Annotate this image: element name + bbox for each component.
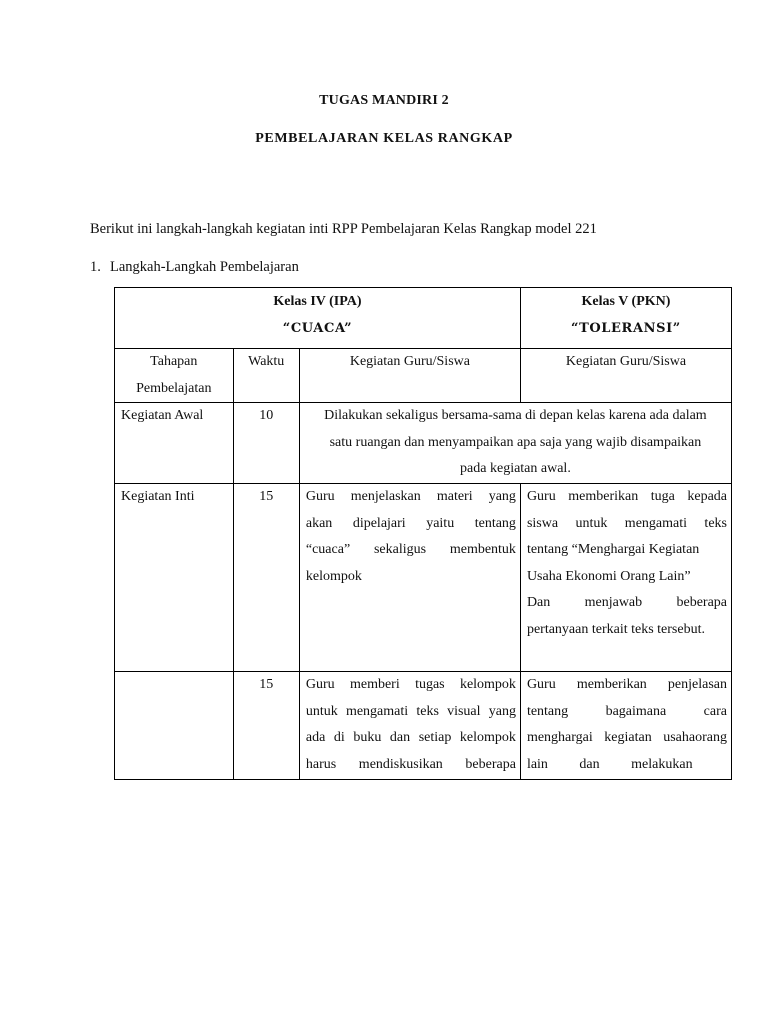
- row-activity-b: [520, 672, 731, 780]
- text-line: harus mendiskusikan beberapa: [305, 756, 516, 772]
- text-line: menghargai kegiatan usahaorang: [526, 730, 727, 745]
- table-class-header-row: [115, 288, 732, 349]
- section-title: Langkah-Langkah Pembelajaran: [110, 259, 299, 275]
- column-header-kegiatan-b: Kegiatan Guru/Siswa: [520, 349, 731, 403]
- text-line: kelompok: [305, 568, 362, 584]
- row-activity-a: [299, 672, 520, 780]
- row-activity-a: [299, 484, 520, 672]
- column-header-waktu: Waktu: [233, 349, 299, 403]
- text-line: pada kegiatan awal.: [460, 461, 571, 476]
- class-b-header: [520, 288, 731, 349]
- table-column-header-row: [115, 349, 732, 403]
- text-line: tentang “Menghargai Kegiatan: [526, 542, 700, 557]
- class-a-header: [115, 288, 521, 349]
- page-title: TUGAS MANDIRI 2: [319, 93, 449, 108]
- text-line: satu ruangan dan menyampaikan apa saja yang wajib disampaikan: [329, 434, 702, 450]
- text-line: Dan menjawab beberapa: [526, 595, 727, 610]
- row-merged-activity: [299, 403, 731, 484]
- row-stage: Kegiatan Awal: [115, 403, 234, 484]
- row-time: 10: [233, 403, 299, 484]
- table-row: [115, 672, 732, 780]
- row-activity-b: [520, 484, 731, 672]
- column-header-tahapan: [115, 349, 234, 403]
- text-line: untuk mengamati teks visual yang: [305, 703, 516, 719]
- text-line: Guru memberikan penjelasan: [526, 677, 727, 692]
- row-time: 15: [233, 672, 299, 780]
- section-number: 1.: [90, 259, 101, 275]
- row-time: 15: [233, 484, 299, 672]
- class-a-topic: “CUACA”: [282, 320, 353, 336]
- table-row: [115, 403, 732, 484]
- text-line: Guru memberikan tuga kepada: [526, 489, 727, 504]
- text-line: “cuaca” sekaligus membentuk: [305, 542, 516, 557]
- text-line: Guru memberi tugas kelompok: [305, 677, 516, 692]
- text-line: akan dipelajari yaitu tentang: [305, 515, 516, 531]
- text-line: pertanyaan terkait teks tersebut.: [526, 621, 705, 637]
- row-stage: Kegiatan Inti: [115, 484, 234, 672]
- class-b-name: Kelas V (PKN): [581, 294, 671, 309]
- intro-paragraph: Berikut ini langkah-langkah kegiatan inti RPP Pembelajaran Kelas Rangkap model 221: [90, 221, 597, 237]
- text-line: tentang bagaimana cara: [526, 703, 727, 719]
- text-line: Usaha Ekonomi Orang Lain”: [526, 568, 691, 584]
- column-header-tahapan-line2: Pembelajatan: [136, 380, 212, 396]
- class-b-topic: “TOLERANSI”: [571, 320, 681, 336]
- text-line: Guru menjelaskan materi yang: [305, 489, 516, 504]
- text-line: ada di buku dan setiap kelompok: [305, 730, 516, 745]
- class-a-name: Kelas IV (IPA): [273, 294, 362, 309]
- column-header-tahapan-line1: Tahapan: [150, 354, 198, 369]
- table-row: [115, 484, 732, 672]
- row-stage: [115, 672, 234, 780]
- text-line: siswa untuk mengamati teks: [526, 515, 727, 531]
- section-heading: [90, 259, 299, 276]
- text-line: lain dan melakukan: [526, 756, 693, 772]
- column-header-kegiatan-a: Kegiatan Guru/Siswa: [299, 349, 520, 403]
- lesson-steps-table: [114, 287, 732, 780]
- page-subtitle: PEMBELAJARAN KELAS RANGKAP: [255, 131, 513, 146]
- text-line: Dilakukan sekaligus bersama-sama di depan kelas karena ada dalam: [324, 408, 707, 423]
